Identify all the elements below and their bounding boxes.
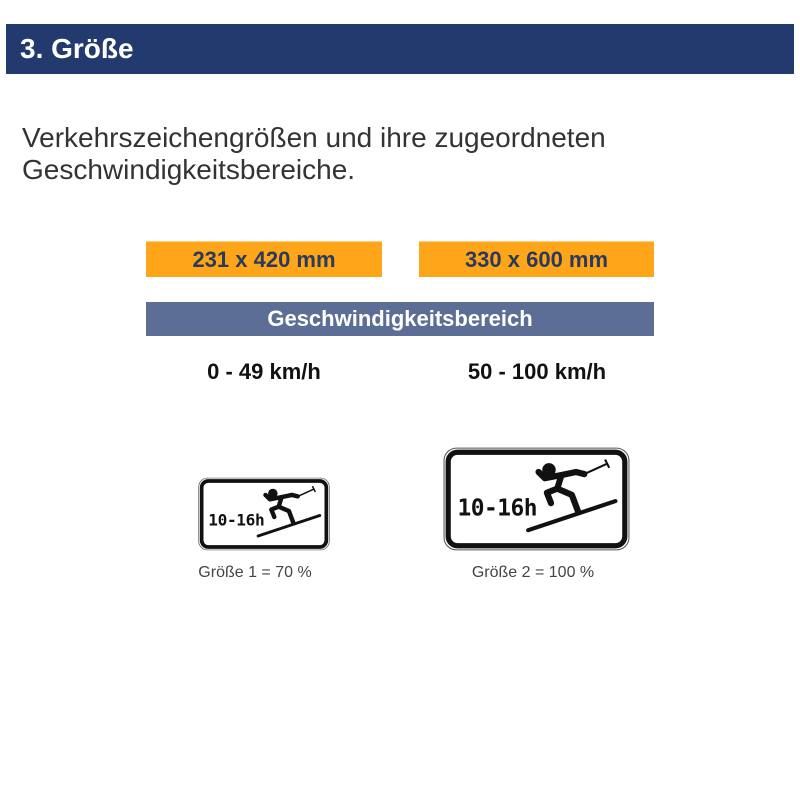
size-label-2: 330 x 600 mm <box>419 241 654 277</box>
size-label-1: 231 x 420 mm <box>146 241 382 277</box>
section-title: 3. Größe <box>20 33 134 64</box>
sign-text-1: 10-16h <box>208 510 265 530</box>
speed-range-banner: Geschwindigkeitsbereich <box>146 302 654 336</box>
speed-range-2: 50 - 100 km/h <box>467 359 607 384</box>
sign-size-2 <box>443 447 630 551</box>
intro-text: Verkehrszeichengrößen und ihre zugeordneten Geschwindigkeitsbereiche. <box>22 122 606 185</box>
speed-range-1: 0 - 49 km/h <box>207 359 321 384</box>
caption-size-2: Größe 2 = 100 % <box>471 564 595 581</box>
sign-text-2: 10-16h <box>457 495 537 522</box>
sign-size-1 <box>198 477 330 551</box>
section-header <box>6 24 794 74</box>
caption-size-1: Größe 1 = 70 % <box>198 564 312 581</box>
